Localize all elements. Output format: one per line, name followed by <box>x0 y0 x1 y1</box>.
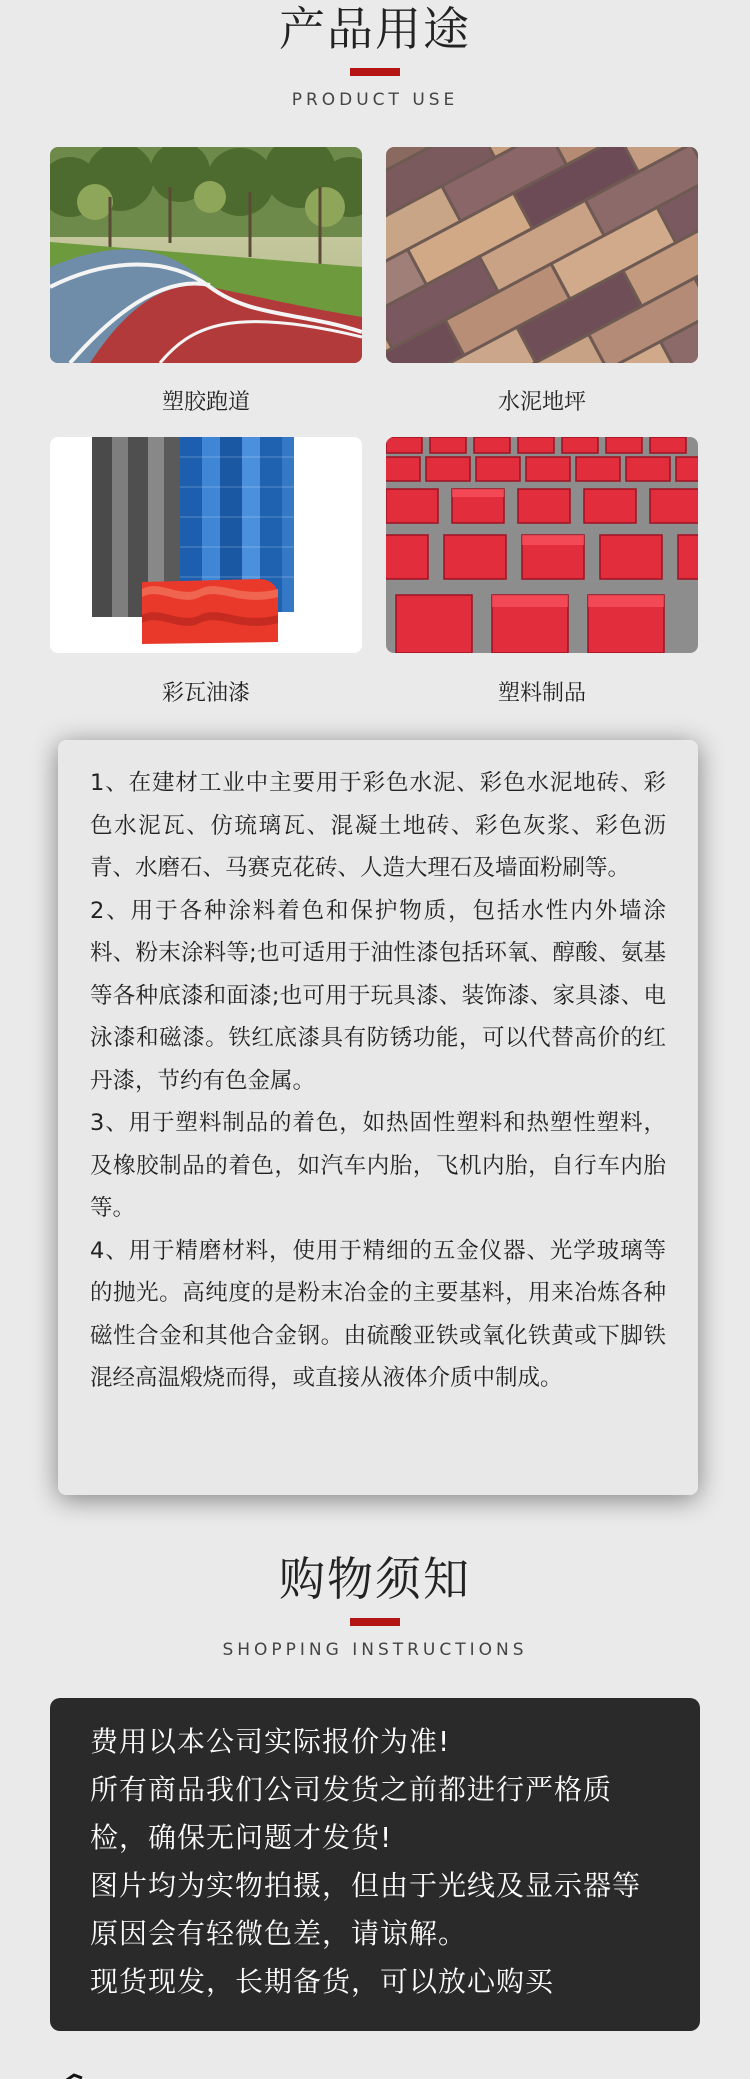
instruction-line: 费用以本公司实际报价为准! <box>90 1725 451 1758</box>
section-title: 产品用途 <box>279 2 471 56</box>
usage-paragraph: 4、用于精磨材料，使用于精细的五金仪器、光学玻璃等的抛光。高纯度的是粉末冶金的主要基料，用来冶炼各种磁性合金和其他合金钢。由硫酸亚铁或氧化铁黄或下脚铁混经高温煅烧而得，或直接从液体介质中制成。 <box>90 1237 666 1391</box>
instruction-line: 图片均为实物拍摄，但由于光线及显示器等原因会有轻微色差，请谅解。 <box>90 1869 642 1950</box>
plastic-products-photo <box>386 437 698 653</box>
usage-paragraph: 1、在建材工业中主要用于彩色水泥、彩色水泥地砖、彩色水泥瓦、仿琉璃瓦、混凝土地砖、彩色灰浆、彩色沥青、水磨石、马赛克花砖、人造大理石及墙面粉刷等。 <box>90 770 666 881</box>
decorative-mark <box>62 2068 84 2079</box>
title-accent-bar <box>350 68 400 76</box>
instruction-line: 现货现发，长期备货，可以放心购买 <box>90 1965 555 1998</box>
usage-paragraph: 3、用于塑料制品的着色，如热固性塑料和热塑性塑料，及橡胶制品的着色，如汽车内胎，飞机内胎，自行车内胎等。 <box>90 1110 666 1221</box>
section-subtitle: SHOPPING INSTRUCTIONS <box>222 1640 528 1660</box>
roof-tile-paint-photo <box>50 437 362 653</box>
caption-plastic-products: 塑料制品 <box>497 681 586 706</box>
product-use-description <box>58 740 698 1495</box>
shopping-instructions-card <box>50 1698 700 2031</box>
caption-cement-floor: 水泥地坪 <box>497 390 586 415</box>
shopping-header <box>0 1552 750 1660</box>
running-track-photo <box>50 147 362 363</box>
product-use-header <box>0 2 750 110</box>
cement-floor-photo <box>386 147 698 363</box>
instruction-line: 所有商品我们公司发货之前都进行严格质检，确保无问题才发货! <box>90 1773 613 1854</box>
section-subtitle: PRODUCT USE <box>291 90 459 110</box>
usage-paragraph: 2、用于各种涂料着色和保护物质，包括水性内外墙涂料、粉末涂料等;也可适用于油性漆包括环氧、醇酸、氨基等各种底漆和面漆;也可用于玩具漆、装饰漆、家具漆、电泳漆和磁漆。铁红底漆具有防锈功能，可以代替高价的红丹漆，节约有色金属。 <box>90 897 666 1094</box>
caption-running-track: 塑胶跑道 <box>161 390 250 415</box>
caption-roof-tile-paint: 彩瓦油漆 <box>161 681 250 706</box>
title-accent-bar <box>350 1618 400 1626</box>
section-title: 购物须知 <box>279 1552 471 1606</box>
